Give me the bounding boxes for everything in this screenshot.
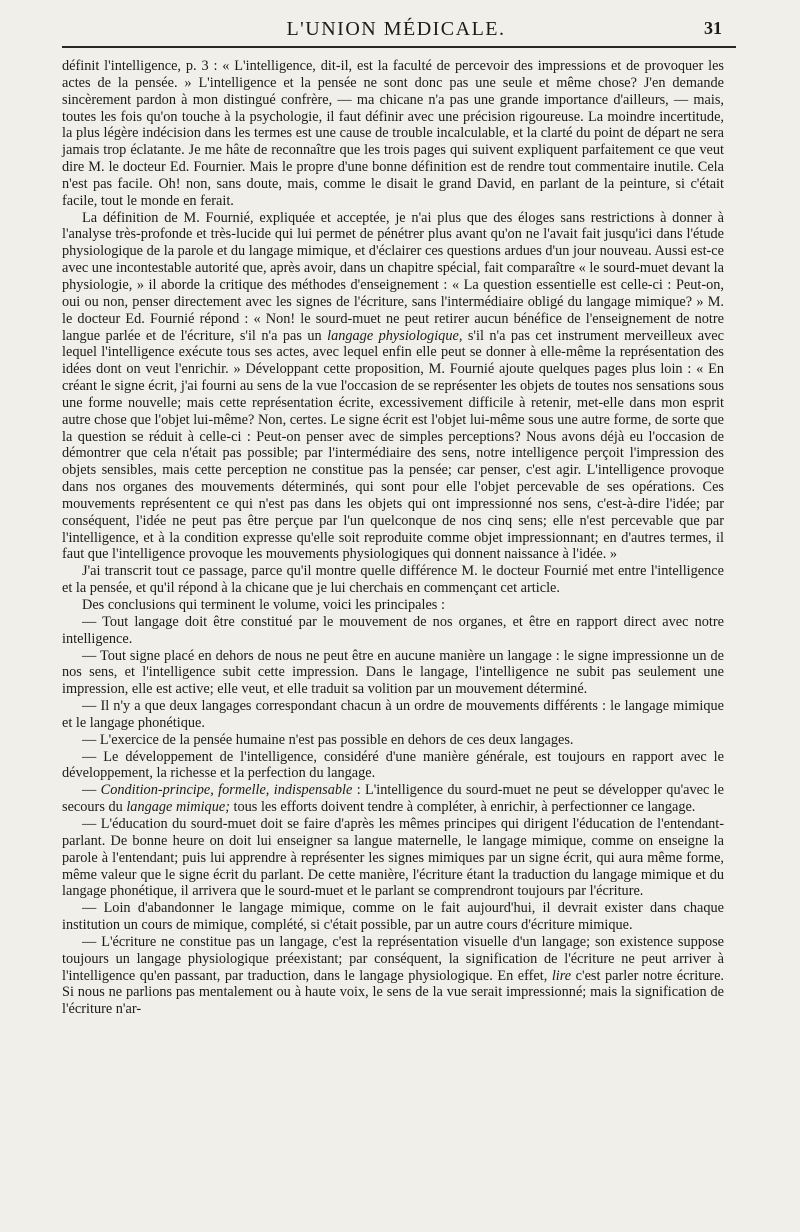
running-title: L'UNION MÉDICALE. [286, 18, 506, 40]
paragraph-3: J'ai transcrit tout ce passage, parce qu'il montre quelle différence M. le docteur Fournié met entre l'intelligence et la pensée, et qu'il répond à la chicane que je lui cherchais en commençant cet article. [62, 563, 724, 597]
paragraph-1: définit l'intelligence, p. 3 : « L'intelligence, dit-il, est la faculté de percevoir des impressions et de provoquer les actes de la pensée. » L'intelligence et la pensée ne sont donc pas une seule et même chose? J'en demande sincèrement pardon à mon distingué confrère, — ma chicane n'a pas une grande importance d'ailleurs, — mais, toutes les fois qu'on touche à la psychologie, il faut définir avec une précision rigoureuse. La moindre incertitude, la plus légère indécision dans les termes est une cause de trouble incalculable, et la clarté du point de départ ne sera jamais trop éclatante. Je me hâte de reconnaître que les trois pages qui suivent expliquent parfaitement ce que veut dire M. le docteur Ed. Fournier. Mais le propre d'une bonne définition est de rendre tout commentaire inutile. Cela n'est pas facile. Oh! non, sans doute, mais, comme le disait le grand David, en parlant de la peinture, si c'était facile, tout le monde en ferait. [62, 58, 724, 209]
conclusion-1: — Tout langage doit être constitué par le mouvement de nos organes, et être en rapport direct avec notre intelligence. [62, 613, 724, 647]
page-number: 31 [704, 18, 722, 38]
article-body [62, 58, 724, 1018]
conclusion-5: — Le développement de l'intelligence, considéré d'une manière générale, est toujours en rapport avec le développement, la richesse et la perfection du langage. [62, 748, 724, 782]
page-header [62, 14, 730, 50]
conclusion-4: — L'exercice de la pensée humaine n'est pas possible en dehors de ces deux langages. [82, 731, 574, 748]
conclusion-3: — Il n'y a que deux langages correspondant chacun à un ordre de mouvements différents : le langage mimique et le langage phonétique. [62, 698, 724, 731]
conclusion-6: — Condition-principe, formelle, indispensable : L'intelligence du sourd-muet ne peut se développer qu'avec le secours du langage mimique; tous les efforts doivent tendre à compléter, à enrichir, à perfectionner ce langage. [62, 782, 725, 816]
conclusion-2: — Tout signe placé en dehors de nous ne peut être en aucune manière un langage : le signe impressionne un de nos sens, et l'intelligence subit cette impression. Dans le langage, l'intelligence ne subit pas seulement une impression, elle est active; elle veut, et elle traduit sa volition par un mouvement déterminé. [62, 647, 724, 698]
paragraph-2: La définition de M. Fournié, expliquée et acceptée, je n'ai plus que des éloges sans restrictions à donner à l'analyse très-profonde et très-lucide qui lui permet de pénétrer plus avant qu'on ne l'avait fait jusqu'ici dans l'étude physiologique de la parole et du langage mimique, et d'éclairer ces questions ardues d'un jour nouveau. Aussi est-ce avec une incontestable autorité que, après avoir, dans un chapitre spécial, fait comparaître « le sourd-muet devant la physiologie, » il aborde la critique des méthodes d'enseignement : « La question essentielle est celle-ci : Peut-on, oui ou non, penser directement avec les signes de l'écriture, sans l'intermédiaire obligé du langage mimique? » M. le docteur Ed. Fournié répond : « Non! le sourd-muet ne peut retirer aucun bénéfice de l'enseignement de notre langue parlée et de l'écriture, s'il n'a pas un langage physiologique, s'il n'a pas cet instrument merveilleux avec lequel l'intelligence exécute tous ses actes, avec lequel enfin elle peut se donner à elle-même la représentation des idées dont on veut l'enrichir. » Développant cette proposition, M. Fournié ajoute quelques pages plus loin : « En créant le signe écrit, j'ai fourni au sens de la vue l'occasion de se représenter les objets de toutes nos sensations sous une forme nouvelle; mais cette représentation écrite, excessivement difficile à retenir, met-elle dans mon esprit autre chose que l'objet lui-même? Non, certes. Le signe écrit est l'objet lui-même sous une autre forme, de sorte que la question se réduit à celle-ci : Peut-on penser avec de simples perceptions? Nous avons déjà eu l'occasion de démontrer que cela n'était pas possible; par l'intermédiaire des sens, notre intelligence perçoit l'impression des objets sensibles, mais cette perception ne constitue pas la pensée; car penser, c'est agir. L'intelligence provoque dans nos organes des mouvements déterminés, qui sont pour elle l'objet percevable de ses opérations. Ces mouvements représentent ce qui n'est pas dans les objets qui ont impressionné nos sens, c'est-à-dire l'idée; par conséquent, l'idée ne peut pas être perçue par l'un quelconque de nos cinq sens; elle n'est percevable que par l'intelligence, et à la condition expresse qu'elle soit reproduite comme objet impressionnant; en d'autres termes, il faut que l'intelligence provoque les mouvements physiologiques qui donnent naissance à l'idée. » [62, 209, 724, 563]
conclusion-9: — L'écriture ne constitue pas un langage, c'est la représentation visuelle d'un langage; son existence suppose toujours un langage physiologique préexistant; par conséquent, la signification de l'écriture ne peut arriver à l'intelligence qu'en passant, par traduction, dans le langage physiologique. En effet, lire c'est parler notre écriture. Si nous ne parlions pas mentalement ou à haute voix, le sens de la vue serait impressionné; mais la signification de l'écriture n'ar- [62, 933, 724, 1018]
conclusion-8: — Loin d'abandonner le langage mimique, comme on le fait aujourd'hui, il devrait exister dans chaque institution un cours de mimique, complété, si c'était possible, par un autre cours d'écriture mimique. [62, 900, 724, 934]
header-rule [62, 46, 736, 48]
conclusion-7: — L'éducation du sourd-muet doit se faire d'après les mêmes principes qui dirigent l'éducation de l'entendant-parlant. De bonne heure on doit lui enseigner sa langue maternelle, le langage mimique, comme on enseigne la parole à l'entendant; puis lui apprendre à représenter les signes mimiques par un signe écrit, qui aura même forme, même valeur que le signe écrit du parlant. De cette manière, l'écriture étant la traduction du langage mimique et du langage phonétique, il arrivera que le sourd-muet et le parlant se comprendront toujours par l'écriture. [62, 815, 724, 900]
paragraph-4: Des conclusions qui terminent le volume, voici les principales : [82, 597, 445, 613]
